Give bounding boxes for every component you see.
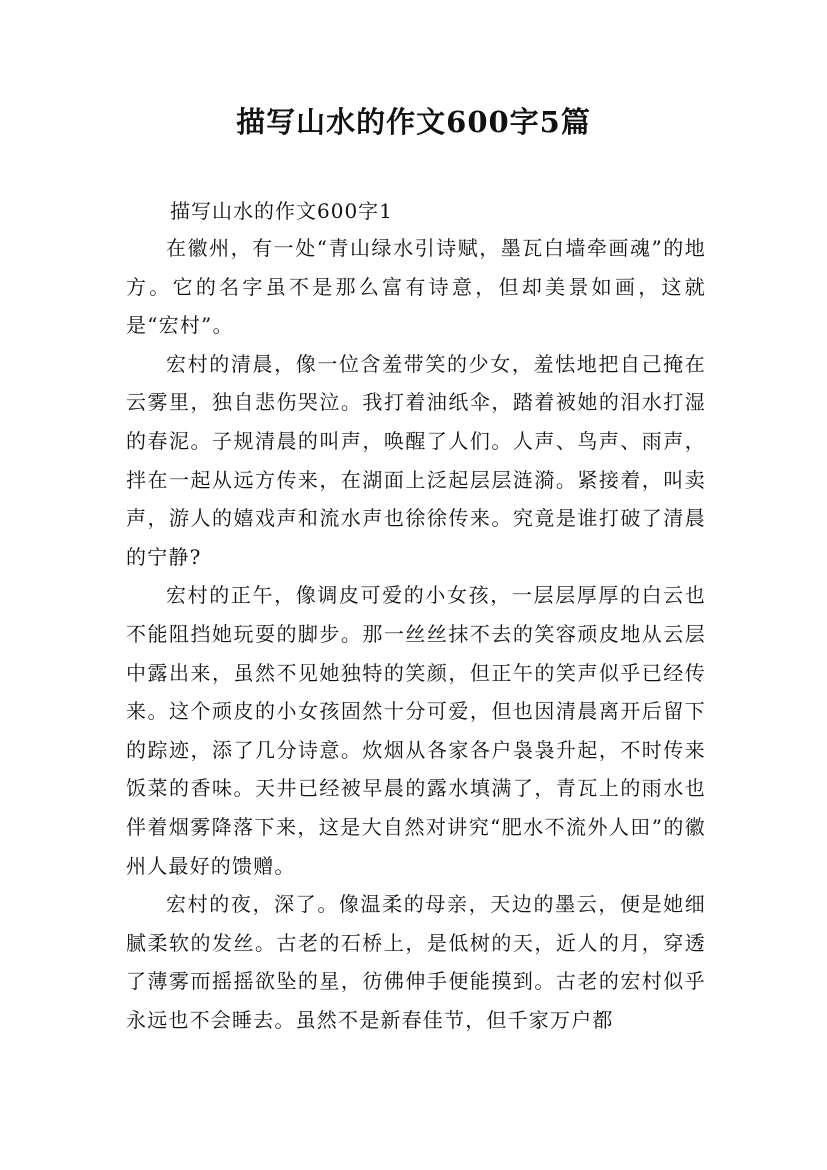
document-title: 描写山水的作文600字5篇 bbox=[236, 105, 591, 139]
paragraph: 宏村的正午，像调皮可爱的小女孩，一层层厚厚的白云也不能阻挡她玩耍的脚步。那一丝丝抹不去的笑容顽皮地从云层中露出来，虽然不见她独特的笑颜，但正午的笑声似乎已经传来。这个顽皮的小女孩固然十分可爱，但也因清晨离开后留下的踪迹，添了几分诗意。炊烟从各家各户袅袅升起，不时传来饭菜的香味。天井已经被早晨的露水填满了，青瓦上的雨水也伴着烟雾降落下来，这是大自然对讲究“肥水不流外人田”的徽州人最好的馈赠。 bbox=[126, 583, 706, 878]
essay-body bbox=[126, 229, 706, 1039]
paragraph: 宏村的清晨，像一位含羞带笑的少女，羞怯地把自己掩在云雾里，独自悲伤哭泣。我打着油纸伞，踏着被她的泪水打湿的春泥。子规清晨的叫声，唤醒了人们。人声、鸟声、雨声，拌在一起从远方传来，在湖面上泛起层层涟漪。紧接着，叫卖声，游人的嬉戏声和流水声也徐徐传来。究竟是谁打破了清晨的宁静? bbox=[126, 351, 706, 569]
section-heading: 描写山水的作文600字1 bbox=[170, 199, 393, 223]
paragraph: 宏村的夜，深了。像温柔的母亲，天边的墨云，便是她细腻柔软的发丝。古老的石桥上，是低树的天，近人的月，穿透了薄雾而摇摇欲坠的星，彷佛伸手便能摸到。古老的宏村似乎永远也不会睡去。虽然不是新春佳节，但千家万户都 bbox=[126, 892, 706, 1032]
paragraph: 在徽州，有一处“青山绿水引诗赋，墨瓦白墙牵画魂”的地方。它的名字虽不是那么富有诗意，但却美景如画，这就是“宏村”。 bbox=[126, 236, 706, 338]
